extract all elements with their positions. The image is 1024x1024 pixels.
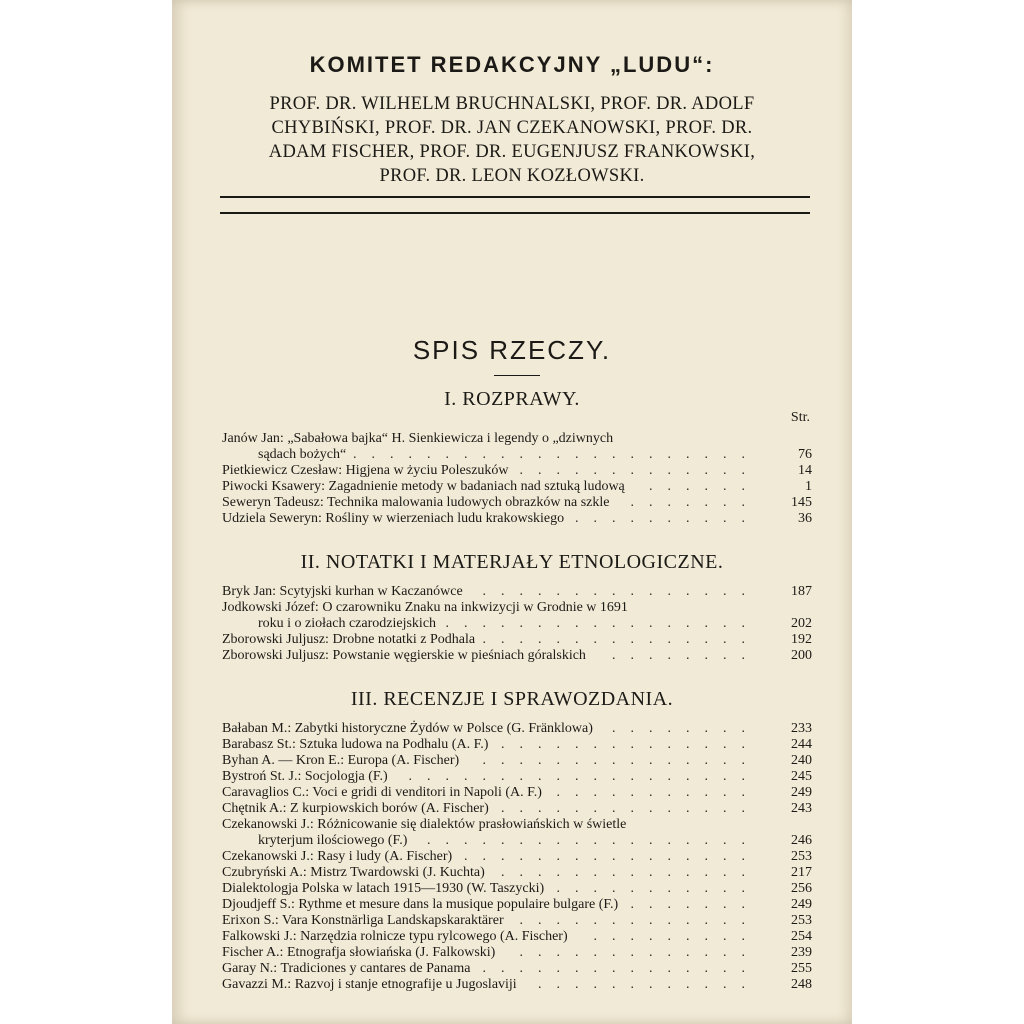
toc-entry bbox=[222, 817, 812, 833]
entry-page-number: 256 bbox=[791, 881, 812, 896]
dot-leader: ............. bbox=[519, 463, 760, 478]
dot-leader: ........ bbox=[612, 721, 760, 736]
page-column-label: Str. bbox=[790, 410, 810, 425]
entry-page-number: 246 bbox=[791, 833, 812, 848]
entry-page-number: 1 bbox=[805, 479, 812, 494]
entry-page-number: 244 bbox=[791, 737, 812, 752]
entry-title: Udziela Seweryn: Rośliny w wierzeniach ludu krakowskiego bbox=[222, 511, 565, 526]
entry-title: Seweryn Tadeusz: Technika malowania ludowych obrazków na szkle bbox=[222, 495, 610, 510]
committee-line: ADAM FISCHER, PROF. DR. EUGENJUSZ FRANKOWSKI, bbox=[268, 142, 756, 162]
dot-leader: .............. bbox=[501, 737, 760, 752]
toc-entry bbox=[222, 945, 812, 961]
toc-entry bbox=[222, 495, 812, 511]
entry-page-number: 245 bbox=[791, 769, 812, 784]
entry-title: sądach bożych“ bbox=[258, 447, 347, 462]
dot-leader: .............. bbox=[501, 801, 760, 816]
entry-page-number: 255 bbox=[791, 961, 812, 976]
entry-title: roku i o ziołach czarodziejskich bbox=[258, 616, 437, 631]
committee-line: PROF. DR. WILHELM BRUCHNALSKI, PROF. DR. ADOLF bbox=[269, 94, 755, 114]
toc-entry bbox=[222, 632, 812, 648]
entry-title: Bryk Jan: Scytyjski kurhan w Kaczanówce bbox=[222, 584, 463, 599]
dot-leader: ............... bbox=[482, 753, 760, 768]
entry-title: Bałaban M.: Zabytki historyczne Żydów w Polsce (G. Fränklowa) bbox=[222, 721, 593, 736]
entry-page-number: 14 bbox=[798, 463, 812, 478]
entry-page-number: 76 bbox=[798, 447, 812, 462]
dot-leader: .............. bbox=[501, 865, 760, 880]
entry-title: Czekanowski J.: Różnicowanie się dialektów prasłowiańskich w świetle bbox=[222, 817, 627, 832]
entry-title: Dialektologja Polska w latach 1915—1930 (W. Taszycki) bbox=[222, 881, 545, 896]
toc-entry bbox=[222, 463, 812, 479]
entry-title: Zborowski Juljusz: Drobne notatki z Podhala bbox=[222, 632, 476, 647]
dot-leader: ....... bbox=[630, 897, 760, 912]
entry-title: Pietkiewicz Czesław: Higjena w życiu Poleszuków bbox=[222, 463, 509, 478]
entry-page-number: 239 bbox=[791, 945, 812, 960]
entry-title: Chętnik A.: Z kurpiowskich borów (A. Fischer) bbox=[222, 801, 489, 816]
entry-page-number: 202 bbox=[791, 616, 812, 631]
entry-page-number: 248 bbox=[791, 977, 812, 992]
section-heading: III. RECENZJE I SPRAWOZDANIA. bbox=[350, 688, 674, 710]
toc-entry bbox=[222, 431, 812, 447]
entry-title: Caravaglios C.: Voci e gridi di venditori in Napoli (A. F.) bbox=[222, 785, 542, 800]
entry-title: Zborowski Juljusz: Powstanie węgierskie w pieśniach góralskich bbox=[222, 648, 586, 663]
toc-entry bbox=[222, 769, 812, 785]
dot-leader: .................. bbox=[427, 833, 760, 848]
toc-entry bbox=[222, 737, 812, 753]
entry-page-number: 243 bbox=[791, 801, 812, 816]
committee-heading: KOMITET REDAKCYJNY „LUDU“: bbox=[309, 52, 715, 77]
section-heading: I. ROZPRAWY. bbox=[444, 388, 580, 410]
toc-entry bbox=[222, 913, 812, 929]
toc-entry bbox=[222, 447, 812, 463]
dot-leader: ............... bbox=[482, 961, 760, 976]
dot-leader: ............. bbox=[519, 945, 760, 960]
dot-leader: ............. bbox=[519, 913, 760, 928]
entry-title: Djoudjeff S.: Rythme et mesure dans la musique populaire bulgare (F.) bbox=[222, 897, 619, 912]
toc-entry bbox=[222, 849, 812, 865]
dot-leader: ............... bbox=[482, 584, 760, 599]
toc-entry bbox=[222, 616, 812, 632]
entry-title: Czekanowski J.: Rasy i ludy (A. Fischer) bbox=[222, 849, 453, 864]
committee-line: CHYBIŃSKI, PROF. DR. JAN CZEKANOWSKI, PROF. DR. bbox=[271, 118, 753, 138]
dot-leader: ............ bbox=[538, 977, 760, 992]
entry-page-number: 253 bbox=[791, 913, 812, 928]
title-underline bbox=[494, 375, 540, 376]
divider-rule bbox=[220, 196, 810, 198]
entry-title: Janów Jan: „Sabałowa bajka“ H. Sienkiewicza i legendy o „dziwnych bbox=[222, 431, 614, 446]
toc-entry bbox=[222, 721, 812, 737]
dot-leader: ......... bbox=[593, 929, 760, 944]
entry-page-number: 249 bbox=[791, 897, 812, 912]
entry-title: Fischer A.: Etnografja słowiańska (J. Falkowski) bbox=[222, 945, 496, 960]
entry-title: Garay N.: Tradiciones y cantares de Panama bbox=[222, 961, 471, 976]
section-entries bbox=[222, 431, 812, 527]
dot-leader: ...................... bbox=[353, 447, 760, 462]
toc-entry bbox=[222, 897, 812, 913]
entry-title: Czubryński A.: Mistrz Twardowski (J. Kuchta) bbox=[222, 865, 485, 880]
dot-leader: ...... bbox=[649, 479, 760, 494]
toc-entry bbox=[222, 648, 812, 664]
dot-leader: ................... bbox=[408, 769, 760, 784]
toc-entry bbox=[222, 511, 812, 527]
dot-leader: .......... bbox=[575, 511, 760, 526]
dot-leader: ........... bbox=[556, 881, 760, 896]
toc-entry bbox=[222, 961, 812, 977]
entry-page-number: 192 bbox=[791, 632, 812, 647]
entry-page-number: 240 bbox=[791, 753, 812, 768]
dot-leader: ....... bbox=[630, 495, 760, 510]
toc-title: SPIS RZECZY. bbox=[412, 335, 612, 365]
toc-entry bbox=[222, 833, 812, 849]
toc-entry bbox=[222, 881, 812, 897]
entry-title: Barabasz St.: Sztuka ludowa na Podhalu (A. F.) bbox=[222, 737, 489, 752]
toc-entry bbox=[222, 584, 812, 600]
entry-title: Erixon S.: Vara Konstnärliga Landskapskaraktärer bbox=[222, 913, 504, 928]
toc-entry bbox=[222, 479, 812, 495]
toc-entry bbox=[222, 785, 812, 801]
entry-page-number: 233 bbox=[791, 721, 812, 736]
entry-title: Gavazzi M.: Razvoj i stanje etnografije u Jugoslaviji bbox=[222, 977, 517, 992]
entry-title: Bystroń St. J.: Socjologja (F.) bbox=[222, 769, 388, 784]
entry-page-number: 254 bbox=[791, 929, 812, 944]
entry-title: Jodkowski Józef: O czarowniku Znaku na inkwizycji w Grodnie w 1691 bbox=[222, 600, 628, 615]
dot-leader: ........ bbox=[612, 648, 760, 663]
toc-entry bbox=[222, 600, 812, 616]
section-entries bbox=[222, 584, 812, 664]
dot-leader: ................ bbox=[464, 849, 760, 864]
toc-entry bbox=[222, 801, 812, 817]
toc-entry bbox=[222, 977, 812, 993]
entry-page-number: 249 bbox=[791, 785, 812, 800]
entry-title: Byhan A. — Kron E.: Europa (A. Fischer) bbox=[222, 753, 460, 768]
section-heading: II. NOTATKI I MATERJAŁY ETNOLOGICZNE. bbox=[300, 551, 724, 573]
committee-line: PROF. DR. LEON KOZŁOWSKI. bbox=[379, 166, 645, 186]
entry-title: kryterjum ilościowego (F.) bbox=[258, 833, 408, 848]
section-entries bbox=[222, 721, 812, 993]
entry-page-number: 187 bbox=[791, 584, 812, 599]
entry-page-number: 217 bbox=[791, 865, 812, 880]
book-page bbox=[172, 0, 852, 1024]
toc-entry bbox=[222, 929, 812, 945]
entry-title: Piwocki Ksawery: Zagadnienie metody w badaniach nad sztuką ludową bbox=[222, 479, 625, 494]
divider-rule bbox=[220, 212, 810, 214]
toc-entry bbox=[222, 865, 812, 881]
toc-entry bbox=[222, 753, 812, 769]
dot-leader: ................. bbox=[445, 616, 760, 631]
entry-page-number: 145 bbox=[791, 495, 812, 510]
dot-leader: ........... bbox=[556, 785, 760, 800]
entry-page-number: 253 bbox=[791, 849, 812, 864]
entry-page-number: 200 bbox=[791, 648, 812, 663]
dot-leader: ............... bbox=[482, 632, 760, 647]
entry-page-number: 36 bbox=[798, 511, 812, 526]
entry-title: Falkowski J.: Narzędzia rolnicze typu rylcowego (A. Fischer) bbox=[222, 929, 568, 944]
